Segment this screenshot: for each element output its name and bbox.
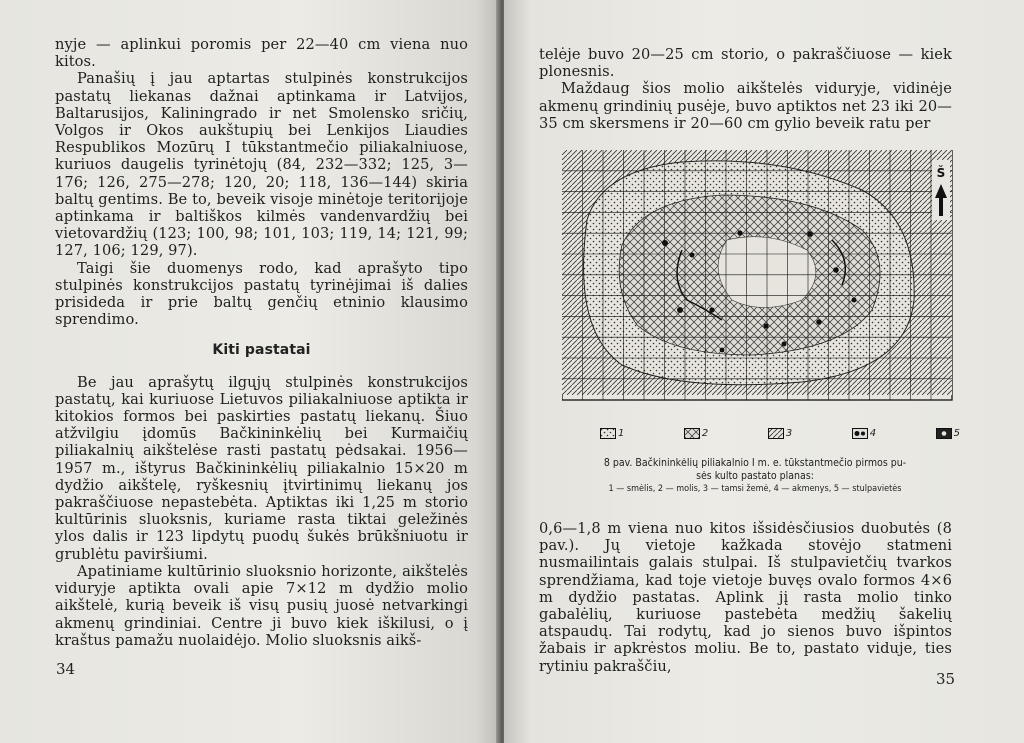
- legend-item-sand: 1: [600, 428, 624, 439]
- right-paragraph-2: Maždaug šios molio aikštelės viduryje, vidinėje akmenų grindinių pusėje, buvo aptiktos net 23 iki 20—35 cm skersmens ir 20—60 cm gylio beveik ratu per: [539, 80, 952, 132]
- legend-item-dark-soil: 3: [768, 428, 792, 439]
- sand-swatch-icon: [600, 428, 616, 439]
- left-paragraph-2: Panašių į jau aptartas stulpinės konstrukcijos pastatų liekanas dažnai aptinkama ir Latvijos, Baltarusijos, Kaliningrado ir net Smolensko sričių, Volgos ir Okos aukštupių bei Lenkijos Liaudies Respublikos Mozūrų I tūkstantmečio piliakalniuose, kuriuos daugelis tyrinėtojų (84, 232—332; 125, 3—176; 126, 275—278; 120, 20; 118, 136—144) skiria baltų gentims. Be to, beveik visoje minėtoje teritorijoje aptinkama ir baltiškos kilmės vandenvardžių bei vietovardžių (123; 100, 98; 101, 103; 119, 14; 121, 99; 127, 106; 129, 97).: [55, 70, 468, 260]
- caption-line-1: 8 pav. Bačkininkėlių piliakalnio I m. e. tūkstantmečio pirmos pu-: [603, 457, 907, 469]
- left-paragraph-3: Taigi šie duomenys rodo, kad aprašyto tipo stulpinės konstrukcijos pastatų tyrinėjimai iš dalies prisideda ir prie baltų genčių etninio klausimo sprendimo.: [55, 259, 468, 329]
- caption-line-2: sės kulto pastato planas:: [696, 469, 814, 482]
- posthole-swatch-icon: [936, 428, 952, 439]
- north-label: Š: [936, 166, 946, 180]
- legend-item-clay: 2: [684, 428, 708, 439]
- figure-caption: [545, 457, 965, 496]
- right-text-top: [539, 46, 952, 132]
- site-plan-figure: [562, 150, 960, 410]
- left-page: [0, 0, 500, 743]
- section-heading: Kiti pastatai: [212, 342, 311, 359]
- clay-swatch-icon: [684, 428, 700, 439]
- stones-swatch-icon: [852, 428, 868, 439]
- page-number-left: 34: [56, 660, 76, 678]
- left-text-column: [55, 36, 468, 649]
- left-paragraph-1: nyje — aplinkui poromis per 22—40 cm viena nuo kitos.: [55, 36, 468, 71]
- dark-soil-swatch-icon: [768, 428, 784, 439]
- legend-item-stones: 4: [852, 428, 876, 439]
- right-text-bottom: [539, 520, 952, 675]
- right-paragraph-3: 0,6—1,8 m viena nuo kitos išsidėsčiusios duobutės (8 pav.). Jų vietoje kažkada stovėjo statmeni nusmailintais galais stulpai. Iš stulpavietčių tvarkos sprendžiama, kad toje vietoje buvęs ovalo formos 4×6 m dydžio pastatas. Aplink jį rasta molio tinko gabalėlių, kuriuose pastebėta medžių šakelių atspaudų. Tai rodytų, kad jo sienos buvo išpintos žabais ir apkrėstos moliu. Be to, pastato viduje, ties rytiniu pakraščiu,: [539, 520, 952, 675]
- left-paragraph-4: Be jau aprašytų ilgųjų stulpinės konstrukcijos pastatų, kai kuriuose Lietuvos piliakalniuose aptikta ir kitokios formos bei paskirties pastatų liekanų. Šiuo atžvilgiu įdomūs Bačkininkėlių bei Kurmaičių piliakalnių aikštelėse rasti pastatų pėdsakai. 1956—1957 m., ištyrus Bačkininkėlių piliakalnio 15×20 m dydžio aikštelę, ryškesnių įtvirtinimų liekanų jos pakraščiuose nepastebėta. Aptiktas iki 1,25 m storio kultūrinis sluoksnis, kuriame rasta tiktai geležinės ylos dalis ir 123 lipdytų puodų šukės brūkšniuotu ir grublėtu paviršiumi.: [55, 373, 468, 563]
- page-number-right: 35: [936, 670, 956, 688]
- figure-legend: [600, 428, 960, 439]
- caption-line-3: 1 — smėlis, 2 — molis, 3 — tamsi žemė, 4 — akmenys, 5 — stulpavietės: [608, 484, 902, 494]
- legend-item-postholes: 5: [936, 428, 960, 439]
- right-paragraph-1: telėje buvo 20—25 cm storio, o pakraščiuose — kiek plonesnis.: [539, 46, 952, 81]
- right-page: [504, 0, 1024, 743]
- left-paragraph-5: Apatiniame kultūrinio sluoksnio horizonte, aikštelės viduryje aptikta ovali apie 7×12 m dydžio molio aikštelė, kurią beveik iš visų pusių juosė netvarkingi akmenų grindiniai. Centre ji buvo kiek iškilusi, o į kraštus pamažu nuolaidėjo. Molio sluoksnis aikš-: [55, 562, 468, 649]
